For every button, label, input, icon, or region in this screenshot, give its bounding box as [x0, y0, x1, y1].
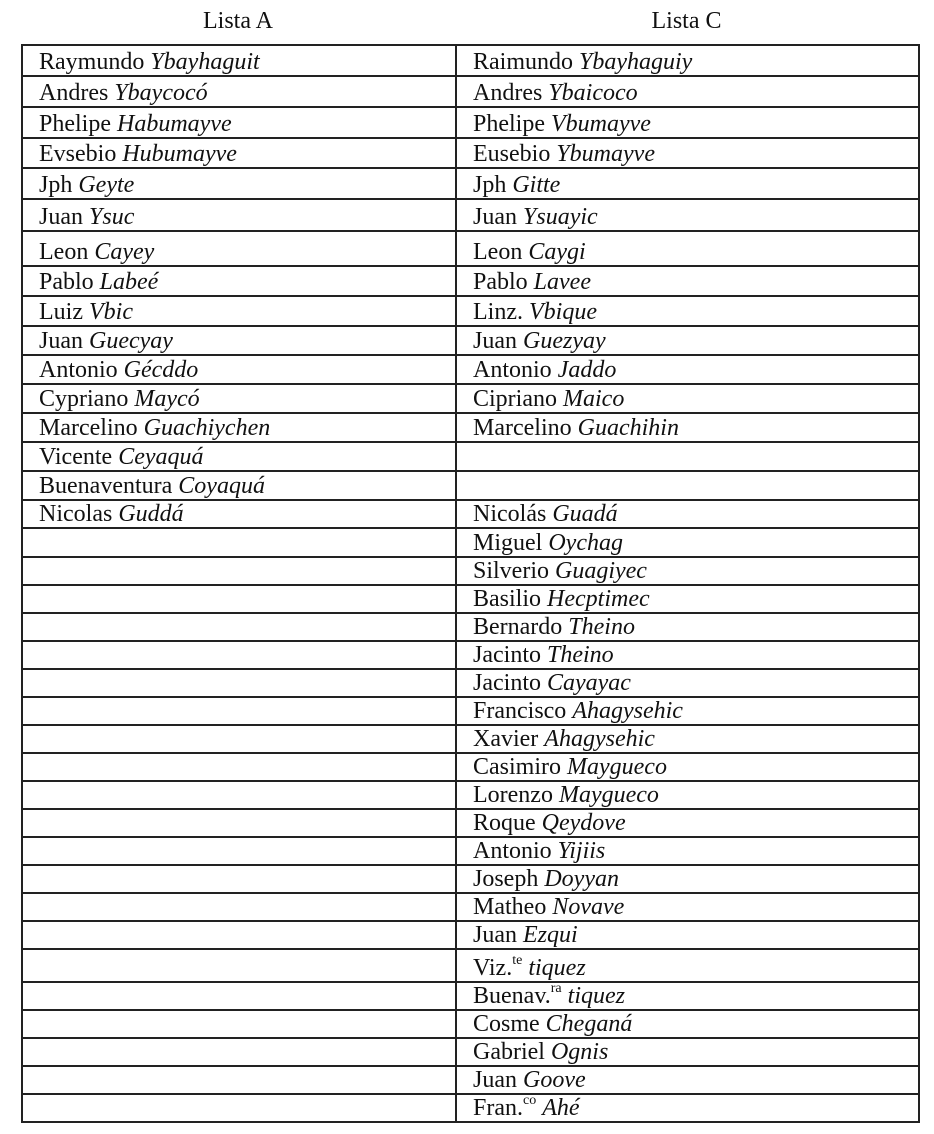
given-name: Silverio: [473, 558, 549, 584]
table-row: [22, 266, 919, 296]
surname: Cheganá: [545, 1011, 633, 1037]
given-name: Antonio: [473, 357, 552, 383]
surname: Ybaicoco: [548, 80, 638, 106]
lista-a-cell: [22, 1094, 456, 1122]
table-row: [22, 1038, 919, 1066]
surname: Maygueco: [558, 782, 659, 808]
given-name: Jacinto: [473, 670, 541, 696]
lista-c-cell: [456, 1094, 919, 1122]
lista-a-cell: [22, 613, 456, 641]
abbreviation-superscript: te: [512, 953, 523, 968]
surname: Guddá: [118, 501, 184, 527]
surname: Hecptimec: [547, 586, 650, 612]
given-name: Viz.: [473, 955, 513, 981]
given-name: Phelipe: [473, 111, 545, 137]
surname: Vbumayve: [551, 111, 651, 137]
surname: Gitte: [512, 172, 561, 198]
surname: Vbic: [88, 299, 133, 325]
surname: Ybaycocó: [114, 80, 208, 106]
given-name: Antonio: [473, 838, 552, 864]
lista-a-cell: [22, 893, 456, 921]
surname: Vbique: [528, 299, 597, 325]
table-row: [22, 528, 919, 557]
abbreviation-superscript: ra: [550, 982, 562, 996]
surname: Yijiis: [557, 838, 606, 864]
lista-a-cell: [22, 753, 456, 781]
given-name: Luiz: [39, 299, 83, 325]
table-row: [22, 413, 919, 442]
lista-a-cell: [22, 76, 456, 107]
lista-c-cell: [456, 296, 919, 326]
given-name: Juan: [473, 328, 517, 354]
lista-c-cell: [456, 585, 919, 613]
surname: Maygueco: [567, 754, 667, 780]
lista-a-cell: [22, 585, 456, 613]
table-row: [22, 585, 919, 613]
lista-a-cell: [22, 528, 456, 557]
lista-c-cell: [456, 725, 919, 753]
table-row: [22, 296, 919, 326]
lista-c-cell: [456, 45, 919, 76]
lista-c-cell: [456, 1038, 919, 1066]
table-row: [22, 442, 919, 471]
surname: Theino: [546, 642, 614, 668]
table-row: [22, 781, 919, 809]
given-name: Casimiro: [473, 754, 561, 780]
lista-a-cell: [22, 781, 456, 809]
surname: Ybayhaguiy: [579, 49, 693, 75]
given-name: Basilio: [473, 586, 542, 612]
given-name: Leon: [473, 239, 523, 265]
table-row: [22, 921, 919, 949]
given-name: Juan: [473, 204, 517, 230]
table-row: [22, 326, 919, 355]
given-name: Cosme: [473, 1011, 540, 1037]
lista-c-cell: [456, 781, 919, 809]
surname: Doyyan: [544, 866, 619, 892]
table-row: [22, 199, 919, 231]
given-name: Cipriano: [473, 386, 557, 412]
given-name: Andres: [473, 80, 543, 106]
given-name: Jph: [473, 172, 507, 198]
lista-c-cell: [456, 697, 919, 725]
lista-c-cell: [456, 76, 919, 107]
given-name: Raymundo: [39, 49, 145, 75]
lista-a-cell: [22, 442, 456, 471]
lista-a-cell: [22, 355, 456, 384]
surname: Gécddo: [123, 357, 199, 383]
lista-c-cell: [456, 413, 919, 442]
given-name: Nicolás: [473, 501, 547, 527]
surname: Ybumayve: [556, 141, 655, 167]
lista-c-cell: [456, 326, 919, 355]
given-name: Cypriano: [39, 386, 129, 412]
surname: Ognis: [550, 1039, 609, 1065]
surname: Ezqui: [523, 922, 578, 948]
given-name: Raimundo: [473, 49, 573, 75]
table-row: [22, 1094, 919, 1122]
lista-a-cell: [22, 500, 456, 528]
given-name: Fran.: [473, 1095, 523, 1121]
lista-c-cell: [456, 1010, 919, 1038]
table-row: [22, 669, 919, 697]
surname: Theino: [568, 614, 635, 640]
given-name: Evsebio: [39, 141, 117, 167]
given-name: Juan: [473, 1067, 517, 1093]
table-row: [22, 107, 919, 138]
table-row: [22, 76, 919, 107]
table-row: [22, 471, 919, 500]
lista-a-cell: [22, 231, 456, 266]
table-row: [22, 865, 919, 893]
lista-c-cell: [456, 384, 919, 413]
lista-a-cell: [22, 413, 456, 442]
lista-a-cell: [22, 809, 456, 837]
surname: Ysuayic: [523, 204, 598, 230]
lista-a-cell: [22, 138, 456, 168]
lista-a-cell: [22, 865, 456, 893]
given-name: Leon: [39, 239, 89, 265]
lista-a-cell: [22, 837, 456, 865]
table-row: [22, 557, 919, 585]
lista-c-cell: [456, 355, 919, 384]
lista-a-cell: [22, 697, 456, 725]
lista-a-cell: [22, 471, 456, 500]
lista-c-cell: [456, 442, 919, 471]
table-header: [21, 0, 918, 44]
surname: Cayayac: [546, 670, 631, 696]
table-row: [22, 355, 919, 384]
given-name: Roque: [473, 810, 536, 836]
given-name: Marcelino: [39, 415, 138, 441]
given-name: Jph: [39, 172, 73, 198]
given-name: Xavier: [473, 726, 539, 752]
lista-a-cell: [22, 1010, 456, 1038]
surname: Maico: [563, 386, 625, 412]
surname: Hubumayve: [122, 141, 237, 167]
lista-c-cell: [456, 641, 919, 669]
names-table-body: [22, 45, 919, 1122]
surname: Habumayve: [117, 111, 232, 137]
lista-a-cell: [22, 725, 456, 753]
surname: Oychag: [548, 530, 623, 556]
surname: Novave: [552, 894, 625, 920]
table-row: [22, 753, 919, 781]
column-header-lista-a: Lista A: [203, 8, 273, 34]
table-row: [22, 500, 919, 528]
lista-c-cell: [456, 231, 919, 266]
lista-a-cell: [22, 266, 456, 296]
surname: Maycó: [134, 386, 200, 412]
lista-a-cell: [22, 326, 456, 355]
lista-a-cell: [22, 982, 456, 1010]
given-name: Lorenzo: [473, 782, 553, 808]
lista-c-cell: [456, 557, 919, 585]
lista-c-cell: [456, 528, 919, 557]
given-name: Juan: [39, 328, 83, 354]
surname: Guecyay: [89, 328, 173, 354]
column-header-lista-c: Lista C: [651, 8, 722, 34]
lista-c-cell: [456, 138, 919, 168]
given-name: Juan: [39, 204, 83, 230]
table-row: [22, 1066, 919, 1094]
lista-c-cell: [456, 837, 919, 865]
given-name: Gabriel: [473, 1039, 545, 1065]
table-row: [22, 982, 919, 1010]
given-name: Andres: [39, 80, 109, 106]
lista-a-cell: [22, 921, 456, 949]
table-row: [22, 138, 919, 168]
surname: Guagiyec: [555, 558, 647, 584]
surname: Guadá: [552, 501, 618, 527]
surname: tiquez: [528, 955, 586, 981]
lista-a-cell: [22, 384, 456, 413]
given-name: Francisco: [473, 698, 567, 724]
table-row: [22, 168, 919, 199]
given-name: Bernardo: [473, 614, 563, 640]
lista-c-cell: [456, 500, 919, 528]
lista-c-cell: [456, 865, 919, 893]
lista-c-cell: [456, 613, 919, 641]
surname: Labeé: [99, 269, 159, 295]
surname: Guachiychen: [143, 415, 271, 441]
surname: Ahé: [542, 1095, 580, 1121]
table-row: [22, 641, 919, 669]
surname: Guachihin: [577, 415, 679, 441]
table-row: [22, 613, 919, 641]
given-name: Vicente: [39, 444, 113, 470]
lista-c-cell: [456, 982, 919, 1010]
lista-c-cell: [456, 753, 919, 781]
lista-a-cell: [22, 1066, 456, 1094]
given-name: Antonio: [39, 357, 118, 383]
lista-c-cell: [456, 471, 919, 500]
given-name: Eusebio: [473, 141, 551, 167]
surname: Ybayhaguit: [150, 49, 260, 75]
surname: Ceyaquá: [118, 444, 204, 470]
surname: Coyaquá: [178, 473, 265, 499]
lista-a-cell: [22, 557, 456, 585]
given-name: Pablo: [39, 269, 94, 295]
given-name: Marcelino: [473, 415, 572, 441]
given-name: Buenav.: [473, 983, 551, 1009]
table-row: [22, 45, 919, 76]
lista-a-cell: [22, 1038, 456, 1066]
surname: Caygi: [528, 239, 586, 265]
surname: Cayey: [94, 239, 155, 265]
surname: Qeydove: [541, 810, 626, 836]
lista-a-cell: [22, 45, 456, 76]
lista-a-cell: [22, 669, 456, 697]
table-row: [22, 837, 919, 865]
given-name: Jacinto: [473, 642, 541, 668]
lista-c-cell: [456, 266, 919, 296]
given-name: Joseph: [473, 866, 539, 892]
given-name: Pablo: [473, 269, 528, 295]
lista-a-cell: [22, 641, 456, 669]
lista-c-cell: [456, 949, 919, 982]
surname: Guezyay: [523, 328, 606, 354]
table-row: [22, 231, 919, 266]
lista-c-cell: [456, 921, 919, 949]
surname: Geyte: [78, 172, 135, 198]
lista-a-cell: [22, 168, 456, 199]
given-name: Buenaventura: [39, 473, 173, 499]
table-row: [22, 949, 919, 982]
lista-c-cell: [456, 669, 919, 697]
table-row: [22, 893, 919, 921]
given-name: Linz.: [473, 299, 523, 325]
table-row: [22, 697, 919, 725]
given-name: Miguel: [473, 530, 543, 556]
surname: Ahagysehic: [572, 698, 683, 724]
lista-c-cell: [456, 168, 919, 199]
surname: Lavee: [533, 269, 591, 295]
table-row: [22, 1010, 919, 1038]
lista-a-cell: [22, 107, 456, 138]
names-table: [21, 44, 920, 1123]
abbreviation-superscript: co: [523, 1094, 537, 1108]
table-row: [22, 384, 919, 413]
given-name: Matheo: [473, 894, 547, 920]
table-row: [22, 725, 919, 753]
lista-c-cell: [456, 809, 919, 837]
lista-c-cell: [456, 893, 919, 921]
table-row: [22, 809, 919, 837]
given-name: Juan: [473, 922, 517, 948]
given-name: Nicolas: [39, 501, 113, 527]
surname: Jaddo: [557, 357, 617, 383]
surname: Ahagysehic: [544, 726, 655, 752]
lista-c-cell: [456, 199, 919, 231]
lista-c-cell: [456, 107, 919, 138]
surname: tiquez: [567, 983, 625, 1009]
lista-a-cell: [22, 199, 456, 231]
surname: Ysuc: [89, 204, 135, 230]
given-name: Phelipe: [39, 111, 111, 137]
lista-c-cell: [456, 1066, 919, 1094]
lista-a-cell: [22, 296, 456, 326]
lista-a-cell: [22, 949, 456, 982]
surname: Goove: [523, 1067, 586, 1093]
